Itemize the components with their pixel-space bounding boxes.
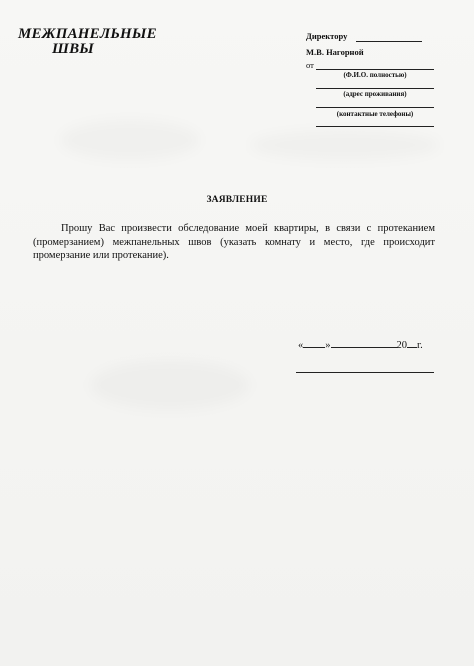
scan-smudge — [250, 130, 440, 160]
month-blank — [331, 337, 397, 348]
document-heading — [18, 27, 157, 57]
document-title: ЗАЯВЛЕНИЕ — [206, 195, 268, 205]
close-quote: » — [325, 340, 331, 351]
date-line — [298, 337, 423, 351]
year-blank — [407, 337, 417, 348]
heading-line-2: ШВЫ — [52, 41, 95, 57]
caption-fio: (Ф.И.О. полностью) — [343, 71, 407, 79]
scan-smudge — [60, 120, 200, 160]
address-line — [316, 88, 434, 89]
day-blank — [303, 337, 325, 348]
phone-line-2 — [316, 126, 434, 127]
year-prefix: 20 — [396, 340, 407, 351]
scan-smudge — [90, 360, 250, 410]
open-quote: « — [298, 340, 304, 351]
from-label: от — [306, 60, 314, 70]
year-suffix: г. — [417, 340, 423, 351]
director-line — [356, 41, 422, 42]
caption-address: (адрес проживания) — [343, 90, 407, 98]
phone-line-1 — [316, 107, 434, 108]
caption-phones: (контактные телефоны) — [336, 110, 414, 118]
signature-line — [296, 372, 434, 373]
director-name: М.В. Нагорной — [306, 47, 364, 57]
to-director-label: Директору — [306, 31, 348, 41]
fio-line — [316, 69, 434, 70]
heading-line-1: МЕЖПАНЕЛЬНЫЕ — [18, 26, 157, 42]
application-body: Прошу Вас произвести обследование моей квартиры, в связи с протеканием (промерзанием) межпанельных швов (указать комнату и место, где происходит промерзание или протекание). — [33, 223, 435, 261]
